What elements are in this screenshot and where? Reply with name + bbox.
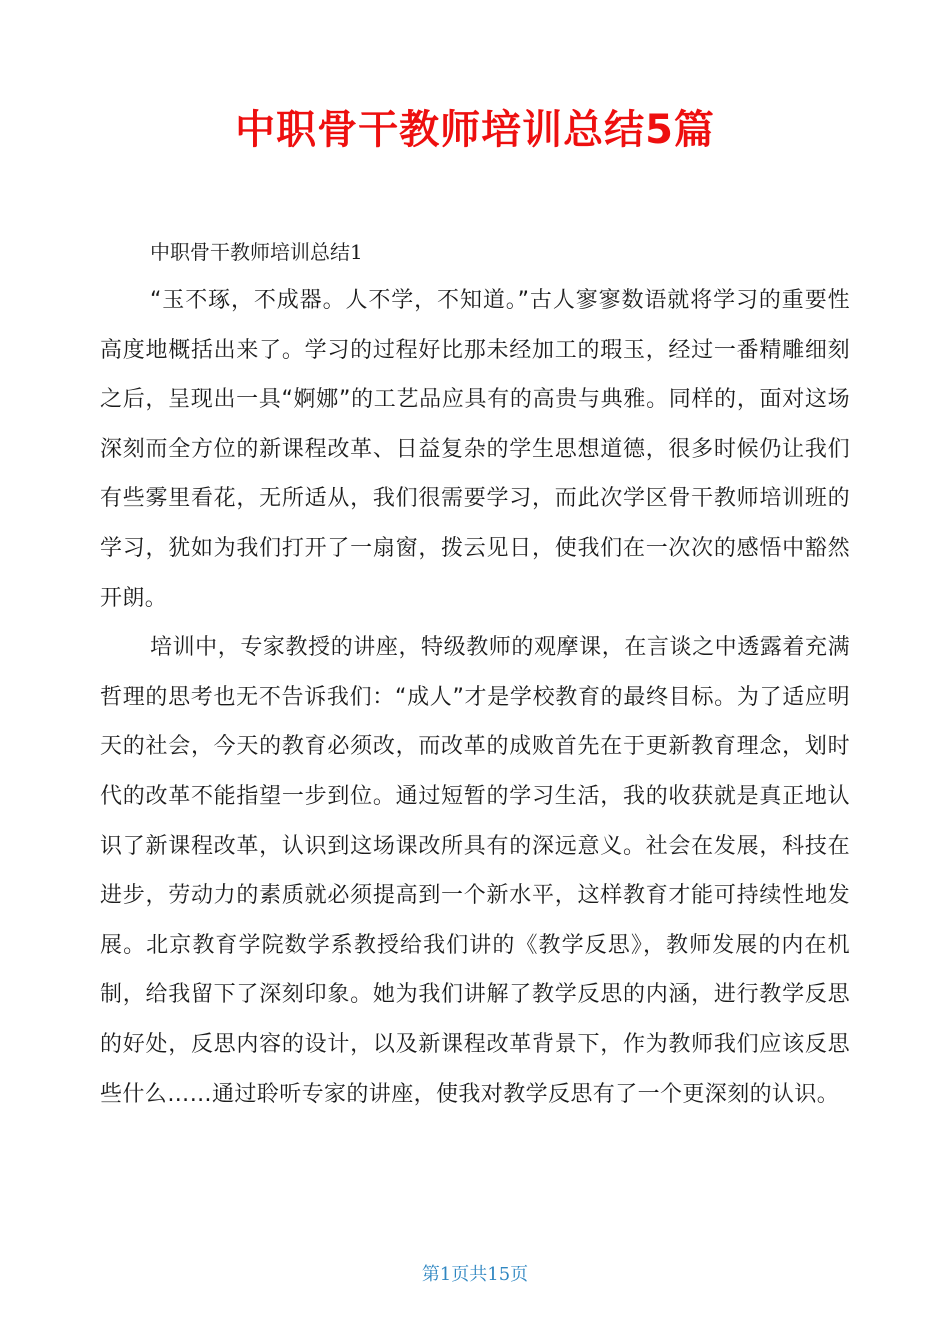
page-number-footer: 第1页共15页 — [421, 1264, 529, 1285]
document-body — [100, 228, 850, 1119]
document-title: 中职骨干教师培训总结5篇 — [235, 107, 715, 153]
paragraph-2: 培训中，专家教授的讲座，特级教师的观摩课，在言谈之中透露着充满哲理的思考也无不告诉我们：“成人”才是学校教育的最终目标。为了适应明天的社会，今天的教育必须改，而改革的成败首先在于更新教育理念，划时代的改革不能指望一步到位。通过短暂的学习生活，我的收获就是真正地认识了新课程改革，认识到这场课改所具有的深远意义。社会在发展，科技在进步，劳动力的素质就必须提高到一个新水平，这样教育才能可持续性地发展。北京教育学院数学系教授给我们讲的《教学反思》，教师发展的内在机制，给我留下了深刻印象。她为我们讲解了教学反思的内涵，进行教学反思的好处，反思内容的设计，以及新课程改革背景下，作为教师我们应该反思些什么……通过聆听专家的讲座，使我对教学反思有了一个更深刻的认识。 — [100, 635, 850, 1107]
paragraph-1: “玉不琢，不成器。人不学，不知道。”古人寥寥数语就将学习的重要性高度地概括出来了。学习的过程好比那未经加工的瑕玉，经过一番精雕细刻之后，呈现出一具“婀娜”的工艺品应具有的高贵与典雅。同样的，面对这场深刻而全方位的新课程改革、日益复杂的学生思想道德，很多时候仍让我们有些雾里看花，无所适从，我们很需要学习，而此次学区骨干教师培训班的学习，犹如为我们打开了一扇窗，拨云见日，使我们在一次次的感悟中豁然开朗。 — [100, 288, 850, 611]
section-heading: 中职骨干教师培训总结1 — [150, 240, 363, 264]
